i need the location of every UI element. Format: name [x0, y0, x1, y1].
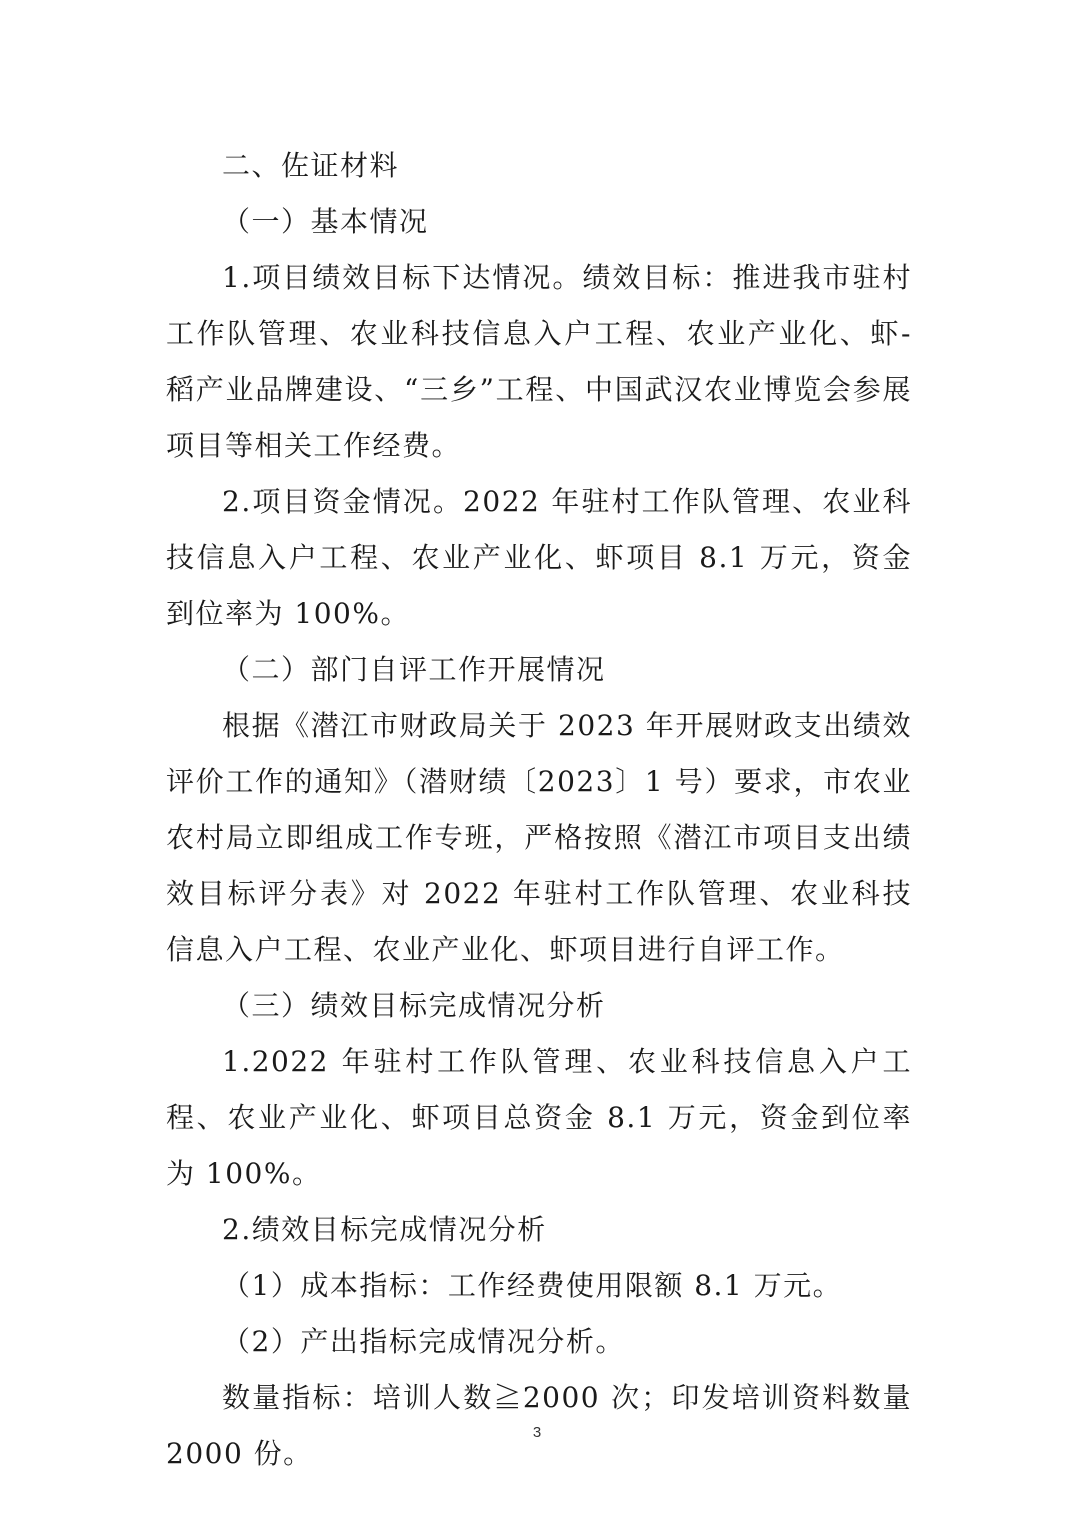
subsection-heading: （二）部门自评工作开展情况 — [222, 653, 606, 686]
paragraph: 根据《潜江市财政局关于 2023 年开展财政支出绩效评价工作的通知》（潜财绩〔2023〕1 号）要求，市农业农村局立即组成工作专班，严格按照《潜江市项目支出绩效目标评分表》对 2022 年驻村工作队管理、农业科技信息入户工程、农业产业化、虾项目进行自评工作。 — [166, 709, 912, 966]
subsection-heading: （一）基本情况 — [222, 205, 429, 238]
paragraph: 1.项目绩效目标下达情况。绩效目标：推进我市驻村工作队管理、农业科技信息入户工程、农业产业化、虾-稻产业品牌建设、“三乡”工程、中国武汉农业博览会参展项目等相关工作经费。 — [166, 261, 912, 462]
paragraph: 2.绩效目标完成情况分析 — [222, 1213, 547, 1246]
paragraph: 数量指标：培训人数≧2000 次；印发培训资料数量 2000 份。 — [166, 1381, 912, 1470]
section-heading: 二、佐证材料 — [222, 149, 400, 182]
paragraph: （1）成本指标：工作经费使用限额 8.1 万元。 — [222, 1269, 843, 1302]
paragraph: 1.2022 年驻村工作队管理、农业科技信息入户工程、农业产业化、虾项目总资金 8.1 万元，资金到位率为 100%。 — [166, 1045, 912, 1190]
page-number: 3 — [532, 1424, 542, 1441]
paragraph: 2.项目资金情况。2022 年驻村工作队管理、农业科技信息入户工程、农业产业化、虾项目 8.1 万元，资金到位率为 100%。 — [166, 485, 912, 630]
document-body — [166, 138, 912, 1482]
subsection-heading: （三）绩效目标完成情况分析 — [222, 989, 606, 1022]
paragraph: （2）产出指标完成情况分析。 — [222, 1325, 625, 1358]
